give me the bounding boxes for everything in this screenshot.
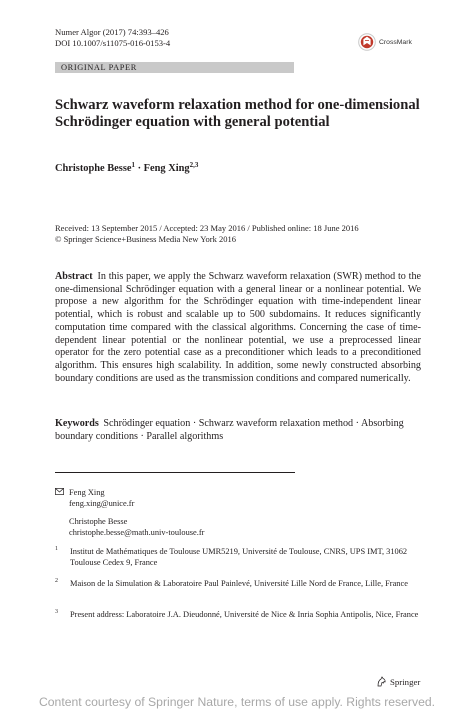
crossmark-icon [358,33,376,51]
affiliation-number: 3 [55,609,58,615]
journal-issue: Numer Algor (2017) 74:393–426 [55,27,169,37]
keywords-text: Schrödinger equation · Schwarz waveform relaxation method · Absorbing boundary conditions · Parallel algorithms [55,418,404,442]
contact-block [69,516,204,538]
copyright-notice: © Springer Science+Business Media New York 2016 [55,234,236,245]
keywords-label: Keywords [55,418,99,429]
keywords [55,418,421,443]
affiliation-text: Present address: Laboratoire J.A. Dieudonné, Université de Nice & Inria Sophia Antipolis, Nice, France [70,610,419,619]
affiliation-ref: 2,3 [189,161,199,169]
author-list [55,161,198,174]
envelope-icon [55,488,64,495]
footnote-divider [55,472,295,473]
affiliation-3 [55,609,425,620]
contact-email[interactable]: christophe.besse@math.univ-toulouse.fr [69,528,205,537]
crossmark-badge[interactable] [358,33,412,51]
publisher-logo [376,676,420,687]
author-name[interactable]: Christophe Besse [55,163,132,174]
crossmark-label: CrossMark [379,38,412,46]
publisher-name: Springer [390,676,421,687]
courtesy-notice: Content courtesy of Springer Nature, terms of use apply. Rights reserved. [38,695,436,709]
contact-name: Feng Xing [69,488,105,497]
contact-email[interactable]: feng.xing@unice.fr [69,499,135,508]
springer-horse-icon [376,676,387,687]
affiliation-number: 1 [55,546,58,552]
affiliation-number: 2 [55,578,58,584]
doi[interactable]: DOI 10.1007/s11075-016-0153-4 [55,38,171,48]
history-dates: Received: 13 September 2015 / Accepted: 23 May 2016 / Published online: 18 June 2016 [55,223,359,233]
abstract-text: In this paper, we apply the Schwarz waveform relaxation (SWR) method to the one-dimensional Schrödinger equation with a general linear or a nonlinear potential. We propose a new algorithm for the Schrödinger equation with time-independent linear potential, which is robust and scalable up to 500 subdomains. It reduces significantly computation time compared with the classical algorithms. Concerning the case of time-dependent linear potential or the nonlinear potential, we use a preprocessed linear operator for the zero potential case as a preconditioner which leads to a preconditioned algorithm. This ensures high scalability. In addition, some newly constructed absorbing boundary conditions are used as the transmission conditions and compared numerically. [55,271,422,384]
abstract-label: Abstract [55,271,93,282]
contact-name: Christophe Besse [69,517,128,526]
author-separator: · [135,163,144,174]
affiliation-2 [55,578,425,589]
paper-type-banner: ORIGINAL PAPER [55,62,294,73]
affiliation-text: Maison de la Simulation & Laboratoire Paul Painlevé, Université Lille Nord de France, Lille, France [70,579,408,588]
affiliation-text: Institut de Mathématiques de Toulouse UMR5219, Université de Toulouse, CNRS, UPS IMT, 31062 Toulouse Cedex 9, France [70,547,408,567]
corresponding-contacts [55,487,204,538]
affiliation-1 [55,546,425,568]
article-title: Schwarz waveform relaxation method for one-dimensional Schrödinger equation with general potential [55,97,420,130]
contact-block [69,487,204,509]
affiliation-ref: 1 [131,161,135,169]
abstract [55,271,421,385]
author-name[interactable]: Feng Xing [143,163,190,174]
journal-citation [55,27,170,49]
publication-dates [55,223,425,245]
